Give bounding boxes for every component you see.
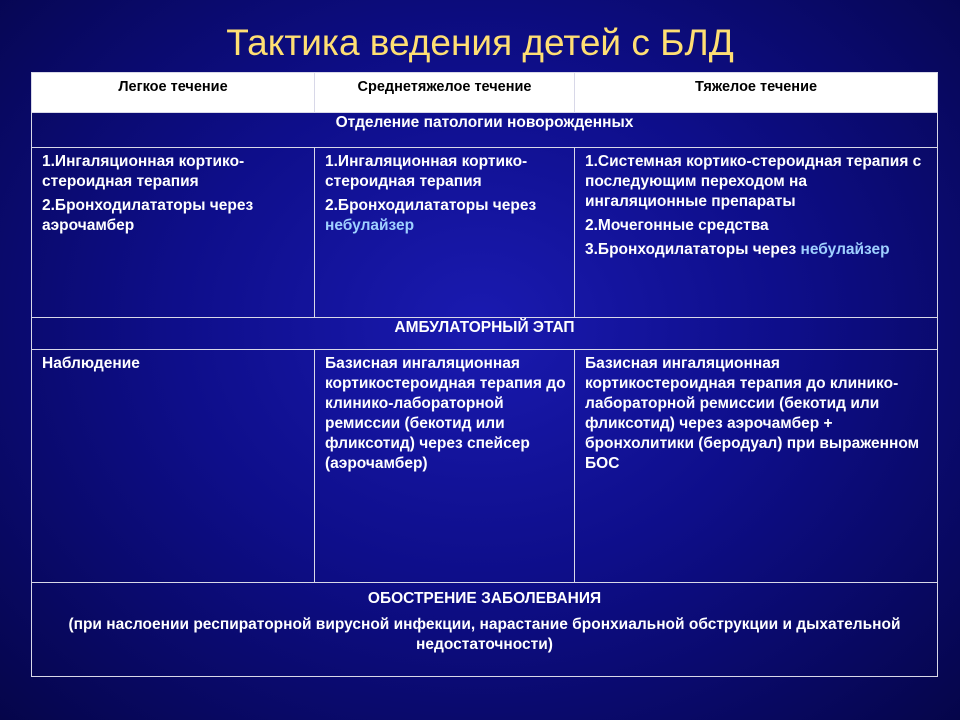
outpatient-moderate-text: Базисная ингаляционная кортикостероидная терапия до клинико-лабораторной ремиссии (бекотид или фликсотид) через спейсер (аэрочамбер) <box>325 355 566 472</box>
exacerbation-title: ОБОСТРЕНИЕ ЗАБОЛЕВАНИЯ <box>367 590 602 607</box>
neonatal-severe-item-1: 1.Системная кортико-стероидная терапия с последующим переходом на ингаляционные препараты <box>585 153 922 210</box>
header-mild <box>32 73 315 113</box>
neonatal-mild-cell <box>32 148 315 318</box>
header-row <box>32 73 938 113</box>
section-row-outpatient <box>32 318 938 350</box>
exacerbation-cell <box>32 583 938 677</box>
neonatal-severe-cell <box>575 148 938 318</box>
exacerbation-body: (при наслоении респираторной вирусной инфекции, нарастание бронхиальной обструкции и дыхательной недостаточности) <box>68 616 901 653</box>
neonatal-severe-item-3-highlight: небулайзер <box>800 241 890 258</box>
section-outpatient: АМБУЛАТОРНЫЙ ЭТАП <box>32 318 938 350</box>
neonatal-mild-item-1: 1.Ингаляционная кортико-стероидная терапия <box>42 153 245 190</box>
neonatal-moderate-cell <box>315 148 575 318</box>
header-moderate <box>315 73 575 113</box>
outpatient-mild-cell <box>32 350 315 583</box>
neonatal-severe-item-3-text: 3.Бронходилататоры через <box>585 241 801 258</box>
neonatal-moderate-item-2 <box>325 196 566 236</box>
outpatient-mild-text: Наблюдение <box>42 355 140 372</box>
exacerbation-row <box>32 583 938 677</box>
header-severe <box>575 73 938 113</box>
neonatal-row <box>32 148 938 318</box>
neonatal-moderate-item-1: 1.Ингаляционная кортико-стероидная терапия <box>325 153 528 190</box>
section-neonatal: Отделение патологии новорожденных <box>32 113 938 148</box>
outpatient-severe-text: Базисная ингаляционная кортикостероидная терапия до клинико-лабораторной ремиссии (бекотид или фликсотид) через аэрочамбер + бронхолитики (беродуал) при выраженном БОС <box>585 355 920 472</box>
neonatal-severe-item-2: 2.Мочегонные средства <box>585 217 769 234</box>
treatment-table <box>31 72 938 677</box>
outpatient-moderate-cell <box>315 350 575 583</box>
outpatient-severe-cell <box>575 350 938 583</box>
neonatal-moderate-item-2-text: 2.Бронходилататоры через <box>325 197 537 214</box>
header-moderate-label: Среднетяжелое течение <box>357 79 532 95</box>
header-severe-label: Тяжелое течение <box>694 79 818 95</box>
section-row-neonatal <box>32 113 938 148</box>
header-mild-label: Легкое течение <box>118 79 228 95</box>
neonatal-severe-item-3 <box>585 240 929 260</box>
neonatal-mild-item-2: 2.Бронходилататоры через аэрочамбер <box>42 197 254 234</box>
slide-title: Тактика ведения детей с БЛД <box>226 22 734 63</box>
neonatal-moderate-item-2-highlight: небулайзер <box>325 217 415 234</box>
outpatient-row <box>32 350 938 583</box>
